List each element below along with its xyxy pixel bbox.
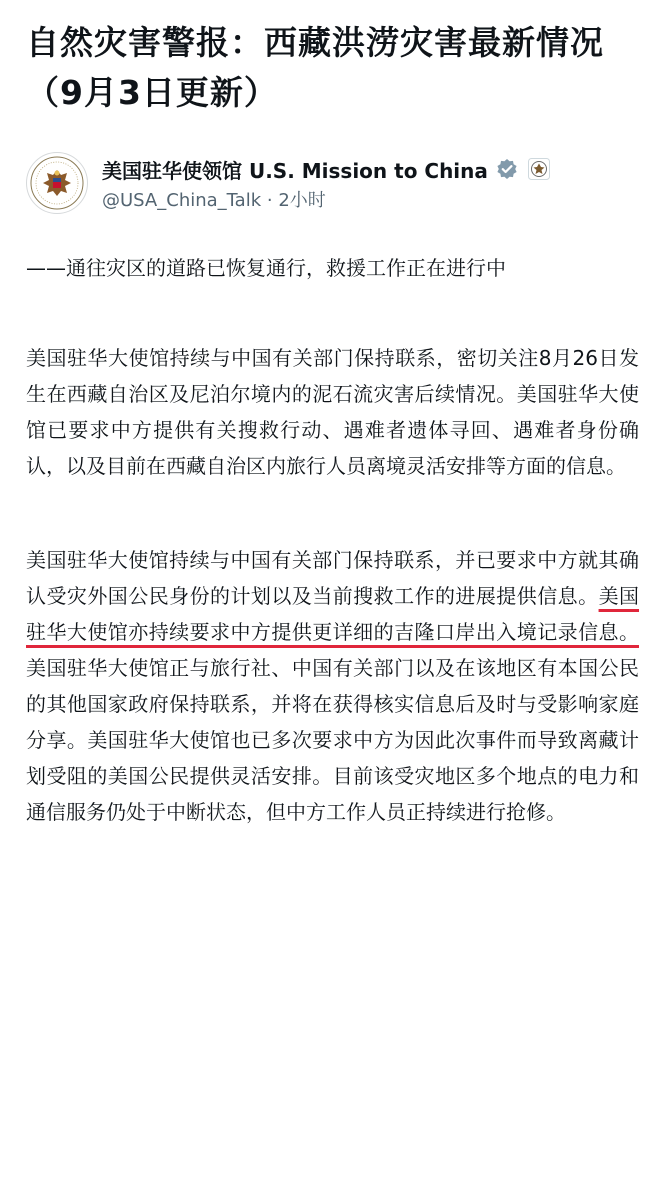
post-title: 自然灾害警报：西藏洪涝灾害最新情况（9月3日更新） bbox=[26, 23, 604, 112]
author-text bbox=[102, 154, 639, 212]
author-name-row bbox=[102, 154, 639, 184]
paragraph-subtitle: ——通往灾区的道路已恢复通行，救援工作正在进行中 bbox=[26, 256, 506, 280]
paragraph-2-start: 美国驻华大使馆持续与中国有关部门保持联系，并已要求中方就其确认受灾外国公民身份的计划以及当前搜救工作的进展提供信息。 bbox=[26, 548, 639, 608]
author-name[interactable]: 美国驻华使领馆 U.S. Mission to China bbox=[102, 158, 488, 183]
author-handle[interactable]: @USA_China_Talk bbox=[102, 190, 262, 211]
paragraph-2-end: 美国驻华大使馆正与旅行社、中国有关部门以及在该地区有本国公民的其他国家政府保持联系，并将在获得核实信息后及时与受影响家庭分享。美国驻华大使馆也已多次要求中方为因此次事件而导致离藏计划受阻的美国公民提供灵活安排。目前该受灾地区多个地点的电力和通信服务仍处于中断状态，但中方工作人员正持续进行抢修。 bbox=[26, 656, 639, 824]
verified-badge-icon bbox=[496, 158, 518, 180]
paragraph-1: 美国驻华大使馆持续与中国有关部门保持联系，密切关注8月26日发生在西藏自治区及尼泊尔境内的泥石流灾害后续情况。美国驻华大使馆已要求中方提供有关搜救行动、遇难者遗体寻回、遇难者身份确认，以及目前在西藏自治区内旅行人员离境灵活安排等方面的信息。 bbox=[26, 346, 639, 478]
affiliate-seal-icon[interactable] bbox=[528, 158, 550, 180]
meta-separator: · bbox=[261, 190, 279, 211]
post-body bbox=[26, 250, 639, 830]
author-meta bbox=[102, 186, 639, 212]
paragraph-2 bbox=[26, 542, 639, 830]
post-time[interactable]: 2小时 bbox=[278, 190, 326, 211]
author-block bbox=[26, 152, 639, 218]
us-seal-avatar-icon[interactable] bbox=[26, 152, 88, 214]
highlighted-sentence: 美国驻华大使馆亦持续要求中方提供更详细的吉隆口岸出入境记录信息。 bbox=[26, 584, 640, 644]
